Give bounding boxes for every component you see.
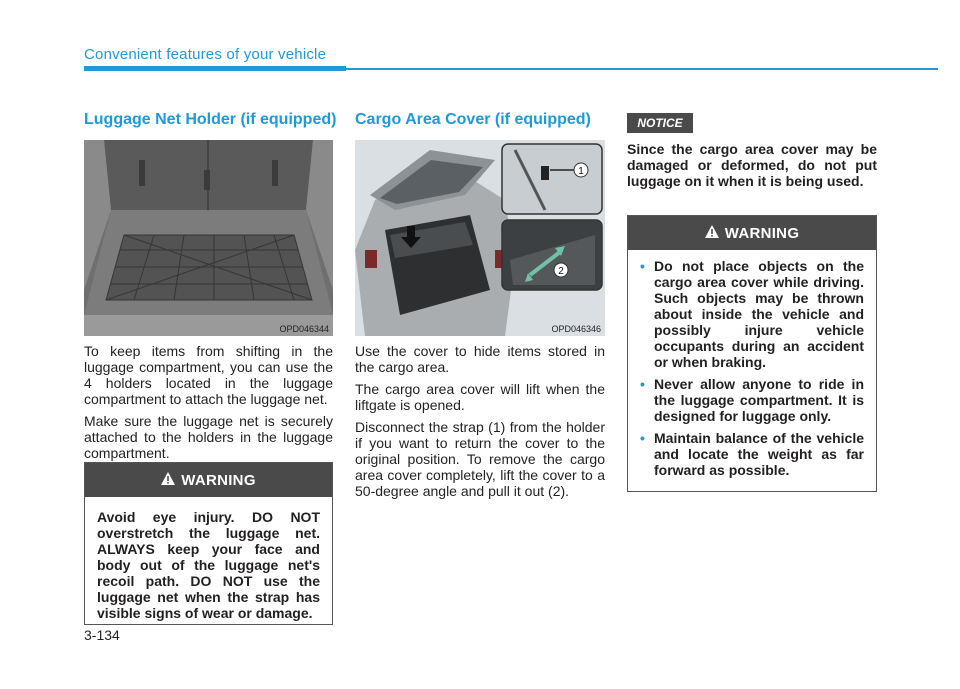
paragraph: Use the cover to hide items stored in the cargo area. xyxy=(355,343,605,375)
notice-text: Since the cargo area cover may be damaged or deformed, do not put luggage on it when it is being used. xyxy=(627,141,877,189)
cargo-cover-warning xyxy=(627,215,877,492)
bullet-icon: • xyxy=(640,430,645,446)
luggage-net-photo xyxy=(84,140,333,336)
notice-badge: NOTICE xyxy=(627,113,693,133)
warning-header xyxy=(85,463,332,497)
cargo-cover-photo xyxy=(355,140,605,336)
photo-code: OPD046344 xyxy=(279,324,329,334)
paragraph: The cargo area cover will lift when the liftgate is opened. xyxy=(355,381,605,413)
luggage-net-body xyxy=(84,343,333,467)
page-number: 3-134 xyxy=(84,627,120,643)
warning-text: Avoid eye injury. DO NOT overstretch the luggage net. ALWAYS keep your face and body out of the luggage net's recoil path. DO NOT use the luggage net when the strap has visible signs of wear or damage. xyxy=(97,509,320,621)
header-rule-thick xyxy=(84,66,346,71)
bullet-icon: • xyxy=(640,258,645,274)
photo-code: OPD046346 xyxy=(551,324,601,334)
callout-1-label: 1 xyxy=(578,166,584,177)
warning-heading: WARNING xyxy=(181,471,256,489)
warning-list xyxy=(640,258,864,478)
luggage-net-title: Luggage Net Holder (if equipped) xyxy=(84,111,337,128)
header-title: Convenient features of your vehicle xyxy=(84,46,327,63)
warning-item: • Do not place objects on the cargo area cover while driving. Such objects may be thrown about inside the vehicle and possibly injure vehicle occupants during an accident or when braking. xyxy=(640,258,864,370)
paragraph: Make sure the luggage net is securely attached to the holders in the luggage compartment. xyxy=(84,413,333,461)
warning-item: • Maintain balance of the vehicle and locate the weight as far forward as possible. xyxy=(640,430,864,478)
bullet-icon: • xyxy=(640,376,645,392)
paragraph: To keep items from shifting in the luggage compartment, you can use the 4 holders located in the luggage compartment to attach the luggage net. xyxy=(84,343,333,407)
header-rule-thin xyxy=(346,68,938,70)
warning-triangle-icon xyxy=(161,472,175,489)
cargo-cover-body xyxy=(355,343,605,505)
paragraph: Disconnect the strap (1) from the holder if you want to return the cover to the original position. To remove the cargo area cover completely, lift the cover to a 50-degree angle and pull it out (2). xyxy=(355,419,605,499)
warning-header xyxy=(628,216,876,250)
warning-body xyxy=(628,250,876,494)
callout-2-label: 2 xyxy=(558,266,564,277)
warning-triangle-icon xyxy=(705,225,719,242)
cargo-cover-title: Cargo Area Cover (if equipped) xyxy=(355,111,591,128)
warning-heading: WARNING xyxy=(724,224,800,242)
luggage-net-warning xyxy=(84,462,333,625)
warning-item: • Never allow anyone to ride in the luggage compartment. It is designed for luggage only. xyxy=(640,376,864,424)
